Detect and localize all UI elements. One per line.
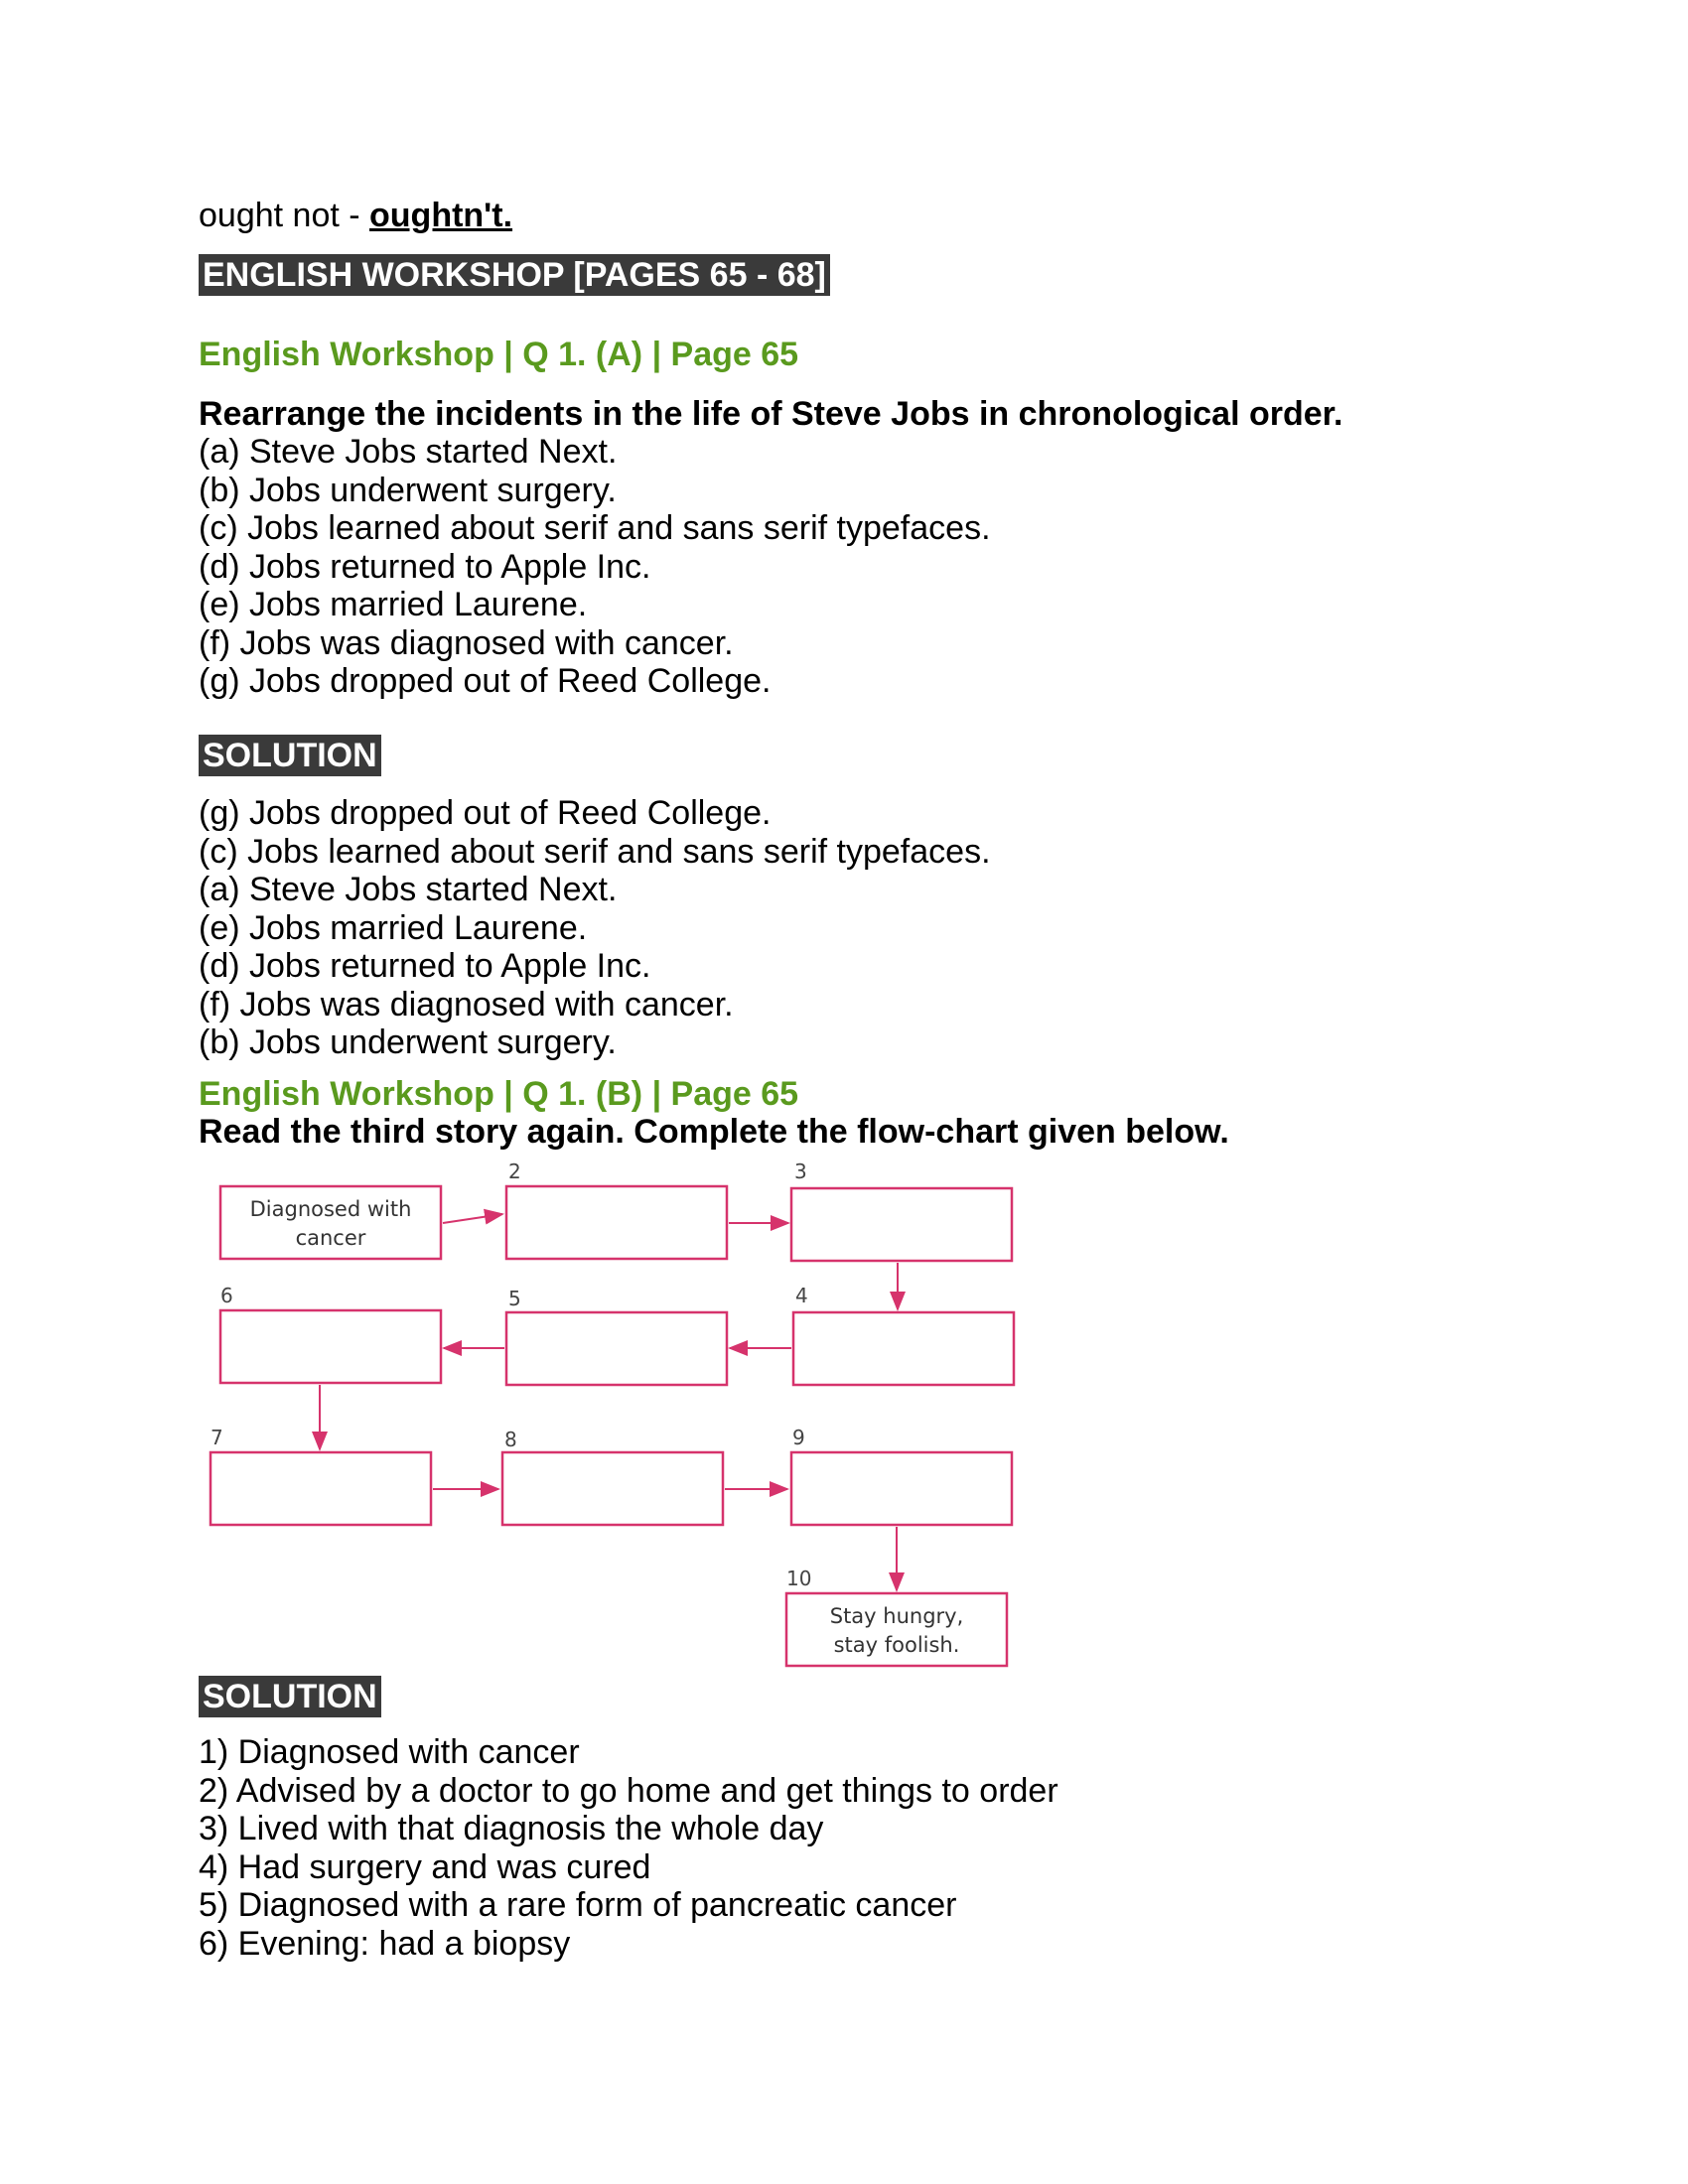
list-item: (a) Steve Jobs started Next. (199, 871, 618, 908)
list-item: (g) Jobs dropped out of Reed College. (199, 662, 772, 700)
list-item: 6) Evening: had a biopsy (199, 1924, 571, 1963)
list-item: 1) Diagnosed with cancer (199, 1733, 580, 1771)
list-item: 5) Diagnosed with a rare form of pancreatic cancer (199, 1886, 957, 1924)
flowchart-number: 4 (795, 1284, 808, 1307)
list-item: (e) Jobs married Laurene. (199, 586, 588, 623)
flowchart-number: 10 (786, 1567, 812, 1590)
contraction-word: oughtn't. (369, 197, 513, 234)
list-item: (e) Jobs married Laurene. (199, 908, 588, 947)
q1a-items (199, 433, 991, 701)
flowchart-box-3 (791, 1188, 1012, 1261)
list-item: (c) Jobs learned about serif and sans serif typefaces. (199, 832, 991, 871)
flowchart-box-5 (506, 1312, 727, 1385)
flowchart-box-2 (506, 1186, 727, 1259)
list-item: 2) Advised by a doctor to go home and get things to order (199, 1771, 1058, 1810)
flowchart-box-10-line-1: Stay hungry, (829, 1604, 964, 1628)
flowchart-number: 6 (220, 1284, 233, 1307)
list-item: 4) Had surgery and was cured (199, 1847, 651, 1886)
flowchart-box-6 (220, 1310, 441, 1383)
list-item: (f) Jobs was diagnosed with cancer. (199, 623, 734, 662)
list-item: (g) Jobs dropped out of Reed College. (199, 794, 772, 832)
q1b-solution-label: SOLUTION (199, 1676, 381, 1717)
flowchart-box-10-line-2: stay foolish. (833, 1633, 960, 1657)
flowchart-number: 3 (794, 1160, 807, 1183)
q1a-instruction: Rearrange the incidents in the life of Steve Jobs in chronological order. (199, 395, 1343, 433)
list-item: (d) Jobs returned to Apple Inc. (199, 547, 651, 586)
flowchart-number: 9 (792, 1426, 805, 1449)
contraction-line (199, 197, 512, 235)
list-item: (f) Jobs was diagnosed with cancer. (199, 985, 734, 1024)
flowchart-number: 2 (508, 1160, 521, 1183)
list-item: 3) Lived with that diagnosis the whole day (199, 1810, 824, 1847)
list-item: (b) Jobs underwent surgery. (199, 1024, 617, 1061)
list-item: (a) Steve Jobs started Next. (199, 433, 618, 471)
q1a-solution-label: SOLUTION (199, 735, 381, 776)
flowchart-number: 5 (508, 1287, 521, 1310)
list-item: (c) Jobs learned about serif and sans serif typefaces. (199, 509, 991, 547)
q1b-instruction: Read the third story again. Complete the flow-chart given below. (199, 1113, 1229, 1151)
contraction-prefix: ought not - (199, 197, 370, 234)
flowchart-number: 8 (504, 1428, 517, 1451)
flowchart-box-9 (791, 1452, 1012, 1525)
flowchart-number: 7 (211, 1426, 223, 1449)
list-item: (d) Jobs returned to Apple Inc. (199, 947, 651, 985)
q1b-solution (199, 1733, 1058, 1963)
q1a-heading: English Workshop | Q 1. (A) | Page 65 (199, 336, 799, 373)
flowchart-box-4 (793, 1312, 1014, 1385)
q1b-heading: English Workshop | Q 1. (B) | Page 65 (199, 1075, 799, 1113)
section-banner: ENGLISH WORKSHOP [PAGES 65 - 68] (199, 254, 830, 296)
arrow-1-2 (443, 1214, 502, 1223)
flowchart-box-8 (502, 1452, 723, 1525)
flowchart (199, 1157, 1043, 1673)
flowchart-box-1-line-1: Diagnosed with (249, 1197, 412, 1221)
flowchart-box-7 (211, 1452, 431, 1525)
list-item: (b) Jobs underwent surgery. (199, 471, 617, 509)
flowchart-box-1-line-2: cancer (295, 1226, 366, 1250)
q1a-solution (199, 794, 991, 1062)
